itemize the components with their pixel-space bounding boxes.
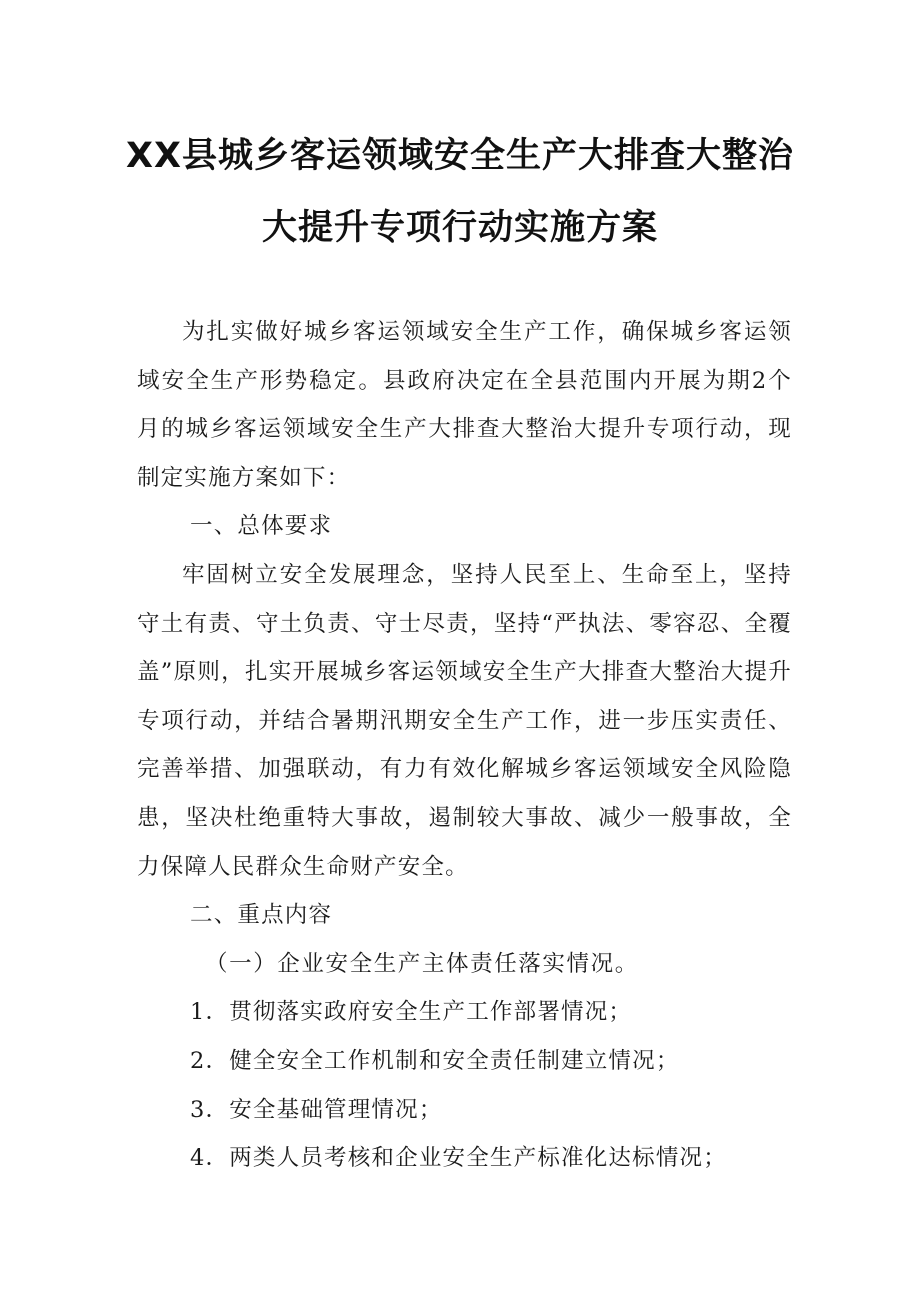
document-title-line-1: XX县城乡客运领域安全生产大排查大整治 bbox=[126, 136, 794, 176]
list-item: 3．安全基础管理情况； bbox=[190, 1096, 443, 1123]
document-body bbox=[137, 308, 792, 1183]
list-item: 4．两类人员考核和企业安全生产标准化达标情况； bbox=[190, 1145, 727, 1172]
subsection-heading-enterprise-responsibility: （一）企业安全生产主体责任落实情况。 bbox=[205, 950, 639, 977]
intro-paragraph: 为扎实做好城乡客运领域安全生产工作，确保城乡客运领域安全生产形势稳定。县政府决定在全县范围内开展为期2个月的城乡客运领域安全生产大排查大整治大提升专项行动，现制定实施方案如下： bbox=[137, 319, 792, 491]
section-heading-key-content: 二、重点内容 bbox=[190, 902, 333, 929]
section-heading-overall-requirements: 一、总体要求 bbox=[190, 513, 333, 540]
overall-requirements-paragraph: 牢固树立安全发展理念，坚持人民至上、生命至上，坚持守土有责、守土负责、守士尽责，坚持“严执法、零容忍、全覆盖”原则，扎实开展城乡客运领域安全生产大排查大整治大提升专项行动，并结合暑期汛期安全生产工作，进一步压实责任、完善举措、加强联动，有力有效化解城乡客运领域安全风险隐患，坚决杜绝重特大事故，遏制较大事故、减少一般事故，全力保障人民群众生命财产安全。 bbox=[137, 561, 792, 880]
list-item: 1．贯彻落实政府安全生产工作部署情况； bbox=[190, 999, 633, 1026]
list-item: 2．健全安全工作机制和安全责任制建立情况； bbox=[190, 1047, 680, 1074]
document-title-line-2: 大提升专项行动实施方案 bbox=[261, 208, 658, 248]
